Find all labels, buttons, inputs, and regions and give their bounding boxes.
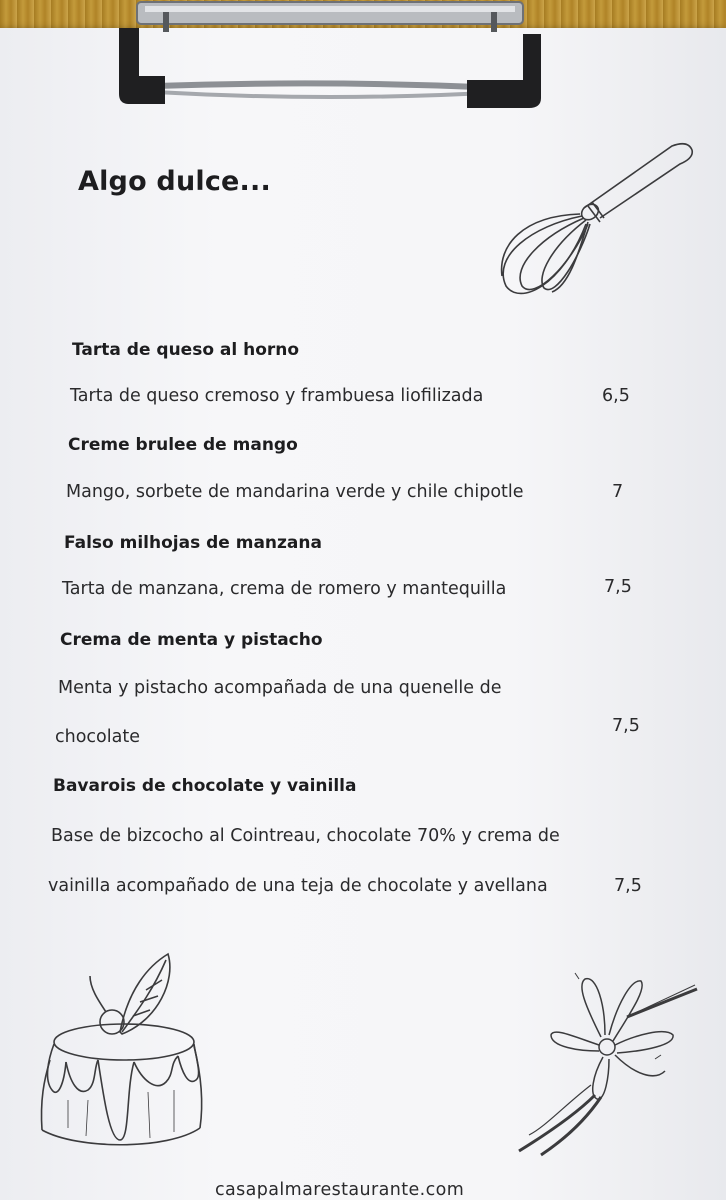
item-description: Tarta de manzana, crema de romero y mantequilla	[62, 579, 507, 599]
item-description: Menta y pistacho acompañada de una quenelle de	[58, 678, 502, 698]
menu-title: Algo dulce...	[78, 166, 271, 197]
item-price: 7	[612, 482, 624, 502]
item-name: Falso milhojas de manzana	[64, 533, 322, 553]
item-description: chocolate	[55, 727, 140, 747]
item-price: 7,5	[604, 577, 632, 597]
item-price: 6,5	[602, 386, 630, 406]
cake-illustration	[38, 950, 208, 1165]
item-name: Tarta de queso al horno	[72, 340, 300, 360]
item-price: 7,5	[614, 876, 642, 896]
item-description: Base de bizcocho al Cointreau, chocolate 70% y crema de	[51, 826, 560, 846]
clipboard-clip	[115, 0, 545, 112]
footer-website: casapalmarestaurante.com	[215, 1180, 465, 1200]
item-description: Tarta de queso cremoso y frambuesa liofilizada	[70, 386, 484, 406]
item-description: Mango, sorbete de mandarina verde y chile chipotle	[66, 482, 524, 502]
item-name: Bavarois de chocolate y vainilla	[53, 776, 357, 796]
item-price: 7,5	[612, 716, 640, 736]
item-name: Creme brulee de mango	[68, 435, 298, 455]
item-description: vainilla acompañado de una teja de chocolate y avellana	[48, 876, 548, 896]
vanilla-flower-illustration	[505, 965, 705, 1160]
item-name: Crema de menta y pistacho	[60, 630, 323, 650]
whisk-illustration	[492, 136, 702, 301]
